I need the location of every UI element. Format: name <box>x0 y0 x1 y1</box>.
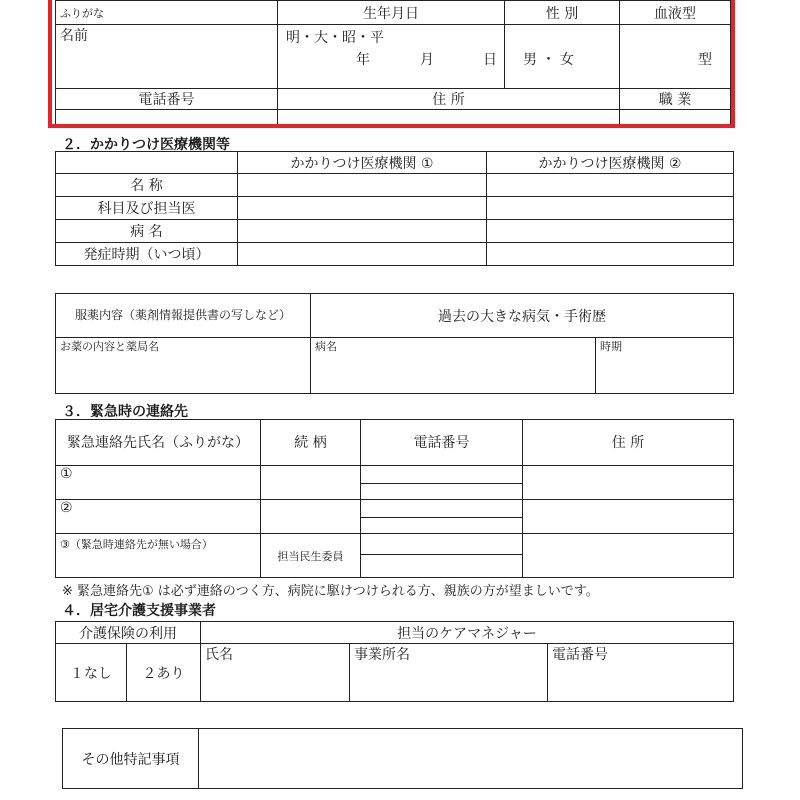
blood-type-field[interactable] <box>620 25 731 89</box>
other-notes-table <box>62 728 743 789</box>
contact-row-2[interactable]: ② <box>56 500 261 534</box>
birthdate-field[interactable] <box>278 25 505 89</box>
clinic-table <box>55 151 734 266</box>
disease-sublabel: 病名 <box>315 340 337 353</box>
section4-title: ４．居宅介護支援事業者 <box>62 603 216 619</box>
blood-type-suffix: 型 <box>698 52 712 68</box>
contact1-phone-divider <box>361 483 522 484</box>
name-label: 名前 <box>60 28 88 44</box>
personal-info-table <box>55 0 731 128</box>
contact2-phone-divider <box>361 517 522 518</box>
commissioner-address-field[interactable] <box>523 534 734 578</box>
clinic-row-department: 科目及び担当医 <box>56 197 238 220</box>
manager-name-label: 氏名 <box>205 647 233 663</box>
medication-header-text: 服薬内容（薬剤情報提供書の写しなど） <box>74 308 291 322</box>
contact2-phone-field[interactable] <box>361 500 523 534</box>
insurance-no-option[interactable]: １なし <box>56 644 127 702</box>
other-notes-label: その他特記事項 <box>63 729 199 789</box>
contact-name-header <box>56 420 261 466</box>
era-options[interactable]: 明・大・昭・平 <box>286 30 384 46</box>
clinic2-name-field[interactable] <box>487 174 734 197</box>
emergency-note: ※ 緊急連絡先① は必ず連絡のつく方、病院に駆けつけられる方、親族の方が望ましいです。 <box>62 584 599 599</box>
contact2-address-field[interactable] <box>523 500 734 534</box>
commissioner-phone-field[interactable] <box>361 534 523 578</box>
insurance-header: 介護保険の利用 <box>56 622 201 644</box>
commissioner-phone-divider <box>361 554 522 555</box>
clinic2-header: かかりつけ医療機関 ② <box>487 152 734 174</box>
manager-phone-label: 電話番号 <box>552 647 608 663</box>
disease-field[interactable] <box>311 338 596 394</box>
address-header: 住 所 <box>278 89 620 110</box>
office-name-label: 事業所名 <box>354 647 410 663</box>
clinic2-onset-field[interactable] <box>487 243 734 266</box>
medication-table <box>55 293 734 394</box>
contact-row-3[interactable]: ③（緊急時連絡先が無い場合） <box>56 534 261 578</box>
history-header: 過去の大きな病気・手術歴 <box>311 294 734 338</box>
clinic1-onset-field[interactable] <box>238 243 487 266</box>
job-field[interactable] <box>620 110 731 128</box>
clinic-row-name: 名 称 <box>56 174 238 197</box>
medication-header <box>56 294 311 338</box>
clinic1-name-field[interactable] <box>238 174 487 197</box>
emergency-contact-table <box>55 419 734 578</box>
name-field[interactable] <box>56 25 278 89</box>
contact1-relation-field[interactable] <box>261 466 361 500</box>
phone-field[interactable] <box>56 110 278 128</box>
contact-row-1[interactable]: ① <box>56 466 261 500</box>
contact-name-header-text: 緊急連絡先氏名（ふりがな） <box>67 434 249 451</box>
insurance-yes-option[interactable]: ２あり <box>127 644 201 702</box>
clinic1-header: かかりつけ医療機関 ① <box>238 152 487 174</box>
blood-type-header: 血液型 <box>620 1 731 25</box>
gender-header: 性 別 <box>505 1 620 25</box>
care-support-table <box>55 621 734 702</box>
contact2-relation-field[interactable] <box>261 500 361 534</box>
clinic2-disease-field[interactable] <box>487 220 734 243</box>
contact1-phone-field[interactable] <box>361 466 523 500</box>
section3-title: ３．緊急時の連絡先 <box>62 404 188 420</box>
contact-phone-header: 電話番号 <box>361 420 523 466</box>
medication-field[interactable] <box>56 338 311 394</box>
manager-name-field[interactable] <box>201 644 350 702</box>
other-notes-field[interactable] <box>199 729 743 789</box>
furigana-label: ふりがな <box>56 1 278 25</box>
period-sublabel: 時期 <box>600 340 622 353</box>
gender-field[interactable] <box>505 25 620 89</box>
clinic-corner-cell <box>56 152 238 174</box>
phone-header: 電話番号 <box>56 89 278 110</box>
clinic2-department-field[interactable] <box>487 197 734 220</box>
birthdate-header: 生年月日 <box>278 1 505 25</box>
clinic1-disease-field[interactable] <box>238 220 487 243</box>
care-manager-header: 担当のケアマネジャー <box>201 622 734 644</box>
address-field[interactable] <box>278 110 620 128</box>
clinic-row-disease: 病 名 <box>56 220 238 243</box>
medication-sublabel: お薬の内容と薬局名 <box>60 340 159 353</box>
period-field[interactable] <box>596 338 734 394</box>
manager-phone-field[interactable] <box>548 644 734 702</box>
gender-options[interactable]: 男 ・ 女 <box>523 52 574 68</box>
day-label: 日 <box>483 52 497 68</box>
year-label: 年 <box>356 52 370 68</box>
clinic1-department-field[interactable] <box>238 197 487 220</box>
month-label: 月 <box>420 52 434 68</box>
contact-address-header: 住 所 <box>523 420 734 466</box>
commissioner-label: 担当民生委員 <box>261 534 361 578</box>
section2-title: ２．かかりつけ医療機関等 <box>62 137 230 153</box>
clinic-row-onset: 発症時期（いつ頃） <box>56 243 238 266</box>
job-header: 職 業 <box>620 89 731 110</box>
contact1-address-field[interactable] <box>523 466 734 500</box>
relation-header: 続 柄 <box>261 420 361 466</box>
office-name-field[interactable] <box>350 644 548 702</box>
